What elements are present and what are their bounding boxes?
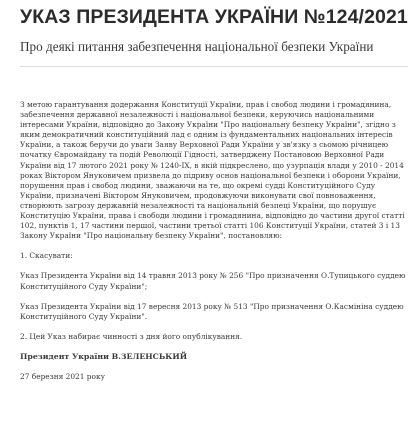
decree-title: УКАЗ ПРЕЗИДЕНТА УКРАЇНИ №124/2021 bbox=[20, 6, 408, 28]
decree-date: 27 березня 2021 року bbox=[20, 371, 105, 381]
point-2: 2. Цей Указ набирає чинності з дня його опублікування. bbox=[20, 331, 243, 341]
decree-body bbox=[20, 100, 410, 382]
signature: Президент України В.ЗЕЛЕНСЬКИЙ bbox=[20, 351, 188, 361]
title-divider bbox=[20, 66, 408, 67]
revoked-decree-1: Указ Президента України від 14 травня 2013 року № 256 "Про призначення О.Тупицького суддею Конституційного Суду України"; bbox=[20, 271, 406, 291]
revoked-decree-2: Указ Президента України від 17 вересня 2013 року № 513 "Про призначення О.Касмініна суддею Конституційного Суду України". bbox=[20, 301, 404, 321]
point-1: 1. Скасувати: bbox=[20, 251, 73, 261]
decree-subtitle: Про деякі питання забезпечення національної безпеки України bbox=[20, 39, 374, 54]
preamble-paragraph: З метою гарантування додержання Конституції України, прав і свобод людини і громадянина, забезпечення державної незалежності і національної безпеки, керуючись національними інтересами України, відповідно до Закону України "Про національну безпеку України", згідно з яким демократичний конституційний лад є одним із фундаментальних національних інтересів України, а також беручи до уваги Заяву Верховної Ради України у зв'язку з сьомою річницею початку Євромайдану та подій Революції Гідності, затверджену Постановою Верховної Ради України від 17 лютого 2021 року № 1240-IX, в якій підкреслено, що узурпація влади у 2010 - 2014 роках Віктором Януковичем призвела до підриву основ національної безпеки і оборони України, порушення прав і свобод людини, зважаючи на те, що окремі судді Конституційного Суду України, призначені Віктором Януковичем, продовжуючи виконувати свої повноваження, створюють загрозу державній незалежності та національній безпеці України, що порушує Конституцію України, права і свободи людини і громадянина, відповідно до частини другої статті 102, пунктів 1, 17 частини першої, частини третьої статті 106 Конституції України, статей 3 і 13 Закону України "Про національну безпеку України", постановляю: bbox=[20, 100, 405, 241]
